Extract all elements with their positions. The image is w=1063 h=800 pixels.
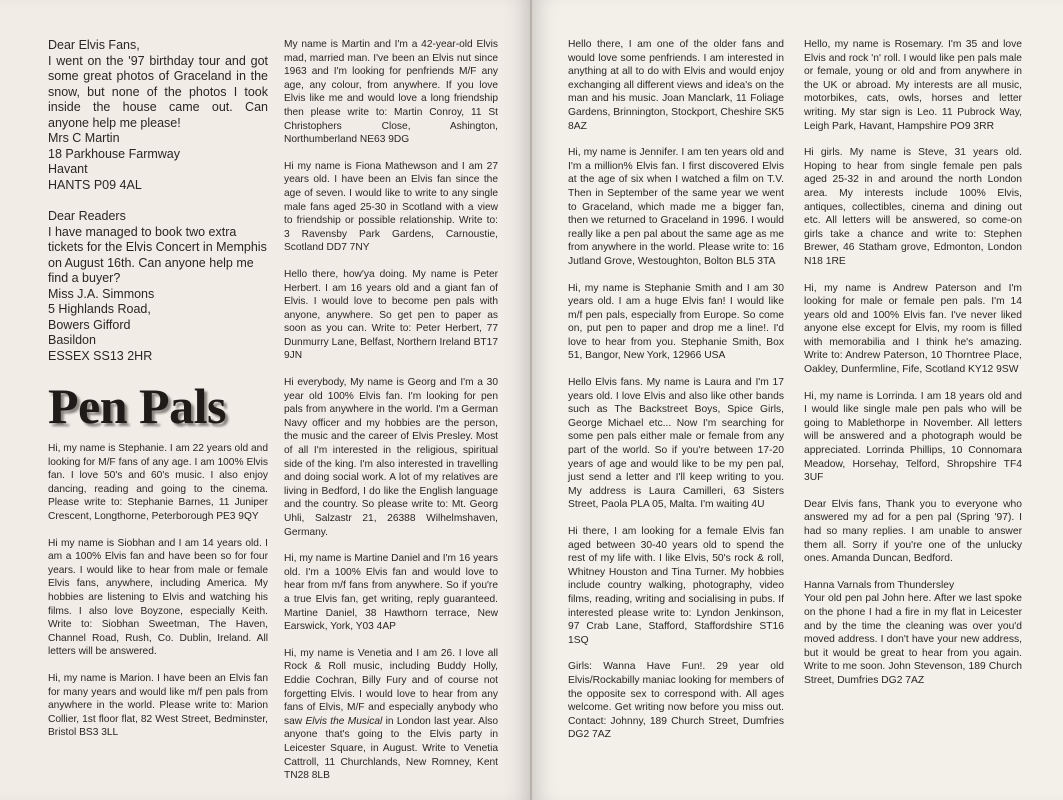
pen-pal-entry: Hello Elvis fans. My name is Laura and I'm 17 years old. I love Elvis and also like other bands such as The Backstreet Boys, Spice Girls, George Michael etc... Now I'm searching for some pen pals either male or female from any part of the world. So if you're between 17-20 years of age and would like to be my pen pal, just send a letter and I'll keep writing to you. My address is Laura Camilleri, 63 Sisters Street, Paola PLA 05, Malta. I'm waiting 4U [568, 377, 784, 511]
pen-pal-entry: Hello there, how'ya doing. My name is Peter Herbert. I am 16 years old and a giant fan of Elvis. I would love to become pen pals with anyone, anywhere. So get pen to paper as soon as you can. Write to: Peter Herbert, 77 Dunmurry Lane, Belfast, Northern Ireland BT17 9JN [284, 268, 498, 362]
address-line: Bowers Gifford [48, 317, 131, 332]
pen-pal-entry: Hi, my name is Jennifer. I am ten years old and I'm a million% Elvis fan. I first discovered Elvis at the age of six when I watched a film on T.V. Then in September of the same year we went to Graceland, which made me a bigger fan, then we returned to Graceland in 1996. I would really like a pen pal about the same age as me from anywhere in the world. Please write to: 16 Jutland Grove, Westoughton, Bolton BL5 3TA [568, 147, 784, 267]
letter-salutation: Dear Readers [48, 209, 126, 223]
column-2 [284, 38, 498, 796]
column-3 [568, 38, 784, 755]
letter-salutation: Dear Elvis Fans, [48, 38, 140, 52]
pen-pal-entry: Hi, my name is Lorrinda. I am 18 years old and I would like single male pen pals who will be going to Mablethorpe in November. All letters will be answered and a photograph would be appreciated. Lorrinda Phillips, 10 Connomara Meadow, Horsehay, Telford, Shropshire TF4 3UF [804, 390, 1022, 484]
entry-text: Hi, my name is Venetia and I am 26. I love all Rock & Roll music, including Buddy Holly, Eddie Cochran, Billy Fury and of course not forgetting Elvis. I would love to hear from any fans of Elvis, M/F and especially anybody who saw [284, 647, 498, 727]
letter-body: I have managed to book two extra tickets for the Elvis Concert in Memphis on August 16th. Can anyone help me find a buyer? [48, 224, 267, 285]
address-line: 18 Parkhouse Farmway [48, 146, 181, 161]
pen-pal-entry: Hi there, I am looking for a female Elvis fan aged between 30-40 years old to spend the rest of my life with. I like Elvis, 50's rock & roll, Whitney Houston and Tina Turner. My hobbies include country walking, photography, video films, reading, writing and socialising in pubs. If interested please write to: Lyndon Jenkinson, 97 Crab Lane, Stafford, Staffordshire ST16 1SQ [568, 526, 784, 646]
address-line: Basildon [48, 333, 96, 347]
entry-heading: Hanna Varnals from Thundersley [804, 579, 955, 591]
address-line: 5 Highlands Road, [48, 302, 151, 316]
letter-concert-tickets [48, 209, 268, 364]
address-line: Mrs C Martin [48, 131, 120, 145]
column-1 [48, 38, 268, 753]
pen-pal-entry: Hello there, I am one of the older fans and would love some penfriends. I am interested in anything at all to do with Elvis and would enjoy exchanging all different views and idea's on the man and his music. Joan Manclark, 11 Foliage Gardens, Brinnington, Stockport, Cheshire SK5 8AZ [568, 39, 784, 132]
pen-pal-entry: Hi, my name is Marion. I have been an Elvis fan for many years and would like m/f pen pals from anywhere in the world. Please write to: Marion Collier, 1st floor flat, 82 West Street, Bedminster, Bristol BS3 3LL [48, 672, 268, 739]
letter-body: I went on the '97 birthday tour and got some great photos of Graceland in the snow, but none of the photos I took inside the house came out. Can anyone help me please! [48, 53, 268, 130]
pen-pal-entry: Hi, my name is Stephanie Smith and I am 30 years old. I am a huge Elvis fan! I would like m/f pen pals, especially from Europe. So come on, put pen to paper and drop me a line!. I'd love to hear from you. Stephanie Smith, Box 51, Bangor, New York, 12966 USA [568, 282, 784, 362]
closing-entry [804, 579, 1022, 688]
letter-graceland-photos [48, 38, 268, 193]
pen-pal-entry: Dear Elvis fans, Thank you to everyone who answered my ad for a pen pal (Spring '97). I had so many replies. I am unable to answer them all. Sorry if you're one of the unlucky ones. Amanda Duncan, Bedford. [804, 498, 1022, 565]
address-line: Miss J.A. Simmons [48, 286, 155, 301]
address-line: Havant [48, 162, 88, 176]
pen-pal-entry-venetia [284, 647, 498, 783]
pen-pal-entry: Hi, my name is Stephanie. I am 22 years old and looking for M/F fans of any age. I am 100% Elvis fan. I love 50's and 60's music. I also enjoy dancing, reading and going to the cinema. Please write to: Stephanie Barnes, 11 Juniper Crescent, Longthorne, Peterborough PE3 9QY [48, 443, 268, 522]
column-4 [804, 38, 1022, 701]
pen-pal-entry: Hi my name is Fiona Mathewson and I am 27 years old. I have been an Elvis fan since the age of seven. I would like to write to any single male fans aged 25-30 in Scotland with a view to friendship or possible relationship. Write to: 3 Ravensby Park Gardens, Carnoustie, Scotland DD7 7NY [284, 160, 498, 254]
entry-body: Your old pen pal John here. After we last spoke on the phone I had a fire in my flat in Leicester and by the time the cleaning was over you'd moved address. I don't have your new address, but it would be great to hear from you again. Write to me soon. John Stevenson, 189 Church Street, Dumfries DG2 7AZ [804, 593, 1022, 686]
musical-title: Elvis the Musical [305, 715, 383, 727]
pen-pal-entry: Hi my name is Siobhan and I am 14 years old. I am a 100% Elvis fan and have been so for four years. I would like to hear from male or female Elvis fans, anywhere, including America. My hobbies are listening to Elvis and watching his films. I also love Boyzone, especially Keith. Write to: Siobhan Sweetman, The Haven, Channel Road, Rush, Co. Dublin, Ireland. All letters will be answered. [48, 537, 268, 658]
pen-pal-entry: My name is Martin and I'm a 42-year-old Elvis mad, married man. I've been an Elvis nut since 1963 and I'm looking for penfriends M/F any age, any colour, from anywhere. If you love Elvis like me and would love a long friendship then please write to: Martin Conroy, 11 St Christophers Close, Ashington, Northumberland NE63 9DG [284, 39, 498, 146]
pen-pal-entry: Hi girls. My name is Steve, 31 years old. Hoping to hear from single female pen pals aged 25-32 in and around the north London area. My interests include 100% Elvis, antiques, collectibles, cinema and dining out etc. All letters will be answered, so come-on girls take a chance and write to: Stephen Brewer, 46 Statham grove, Edmonton, London N18 1RE [804, 147, 1022, 267]
pen-pal-entry: Girls: Wanna Have Fun!. 29 year old Elvis/Rockabilly maniac looking for members of the opposite sex to correspond with. All ages welcome. Get writing now before you miss out. Contact: Johnny, 189 Church Street, Dumfries DG2 7AZ [568, 661, 784, 741]
pen-pal-entry: Hello, my name is Rosemary. I'm 35 and love Elvis and rock 'n' roll. I would like pen pals male or female, young or old and from anywhere in the UK or abroad. My interests are all music, motorbikes, cats, owls, horses and letter writing. My star sign is Leo. 11 Pubrock Way, Leigh Park, Havant, Hampshire PO9 3RR [804, 39, 1022, 132]
pen-pal-entry: Hi, my name is Andrew Paterson and I'm looking for male or female pen pals. I'm 14 years old and 100% Elvis fan. I've never liked anyone else except for Elvis, my room is filled with memorabilia and I think he's amazing. Write to: Andrew Paterson, 10 Thorntree Place, Oakley, Dunfermline, Fife, Scotland KY12 9SW [804, 282, 1022, 376]
entry-text: in London last year. Also anyone that's going to the Elvis party in Leicester Square, in August. Write to Venetia Cattroll, 11 Churchlands, New Romney, Kent TN28 8LB [284, 715, 498, 782]
pen-pal-entry: Hi, my name is Martine Daniel and I'm 16 years old. I'm a 100% Elvis fan and would love to hear from m/f fans from anywhere. So if you're a true Elvis fan, get writing, reply guaranteed. Martine Daniel, 38 Hawthorn terrace, New Earswick, York, Y03 4AP [284, 553, 498, 633]
address-line: ESSEX SS13 2HR [48, 348, 153, 363]
pen-pal-entry: Hi everybody, My name is Georg and I'm a 30 year old 100% Elvis fan. I'm looking for pen pals from anywhere in the world. I'm a German Navy officer and my hobbies are the person, the music and the career of Elvis Presley. Most of all I'm interested in the religious, spiritual side of the king. I'm also interested in travelling and doing social work. A lot of my relatives are living in Bedford, I do like the English language and the country. So please write to: Mt. Georg Uhli, Salzastr 21, 26388 Wilhelmshaven, Germany. [284, 377, 498, 538]
section-title: Pen Pals [48, 378, 226, 434]
address-line: HANTS P09 4AL [48, 177, 142, 192]
